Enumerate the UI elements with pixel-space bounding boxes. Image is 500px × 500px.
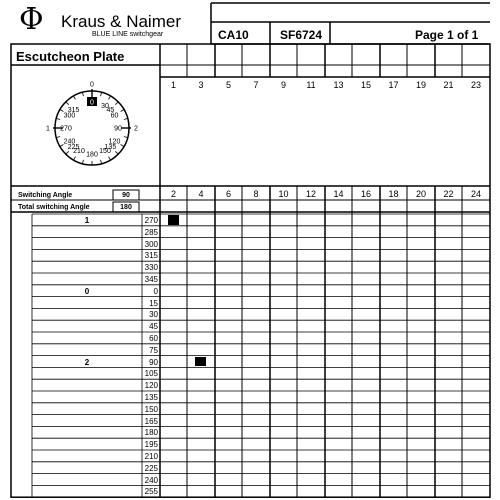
angle-label: 180: [144, 428, 158, 438]
angle-label: 330: [144, 263, 158, 273]
dial-scale-label: 60: [110, 112, 119, 120]
dial-scale-label: 90: [114, 125, 122, 133]
angle-label: 345: [144, 275, 158, 284]
angle-label: 30: [149, 310, 158, 320]
angle-label: 90: [149, 357, 158, 367]
dial-tick: [74, 96, 76, 99]
angle-label: 0: [153, 286, 158, 296]
page-indicator: Page 1 of 1: [415, 28, 479, 42]
angle-label: 255: [144, 487, 158, 497]
brand-tagline: BLUE LINE switchgear: [92, 31, 164, 38]
terminal-number: 7: [253, 80, 259, 90]
terminal-number: 9: [280, 80, 286, 90]
terminal-number: 6: [225, 189, 231, 199]
terminal-number: 16: [360, 189, 371, 199]
switching-angle-value: 90: [122, 192, 130, 199]
terminal-number: 13: [333, 80, 344, 90]
brand-name: Kraus & Naimer: [61, 12, 181, 31]
angle-label: 240: [144, 475, 158, 485]
angle-label: 105: [144, 369, 158, 379]
position-label: 0: [84, 286, 90, 296]
dial-tick: [124, 118, 128, 119]
dial-position-label: 1: [46, 125, 50, 133]
dial-tick: [121, 145, 124, 147]
dial-scale-label: 300: [63, 112, 76, 120]
closed-contact-mark: [168, 215, 179, 225]
dial-scale-label: 0: [90, 99, 94, 107]
terminal-number: 14: [333, 189, 344, 199]
dial-tick: [60, 110, 63, 112]
dial-tick: [66, 102, 69, 105]
terminal-number: 21: [443, 80, 454, 90]
escutcheon-dial: [22, 72, 162, 182]
dial-scale-label: 120: [108, 138, 121, 146]
dial-scale-label: 315: [67, 107, 80, 115]
angle-label: 60: [149, 334, 158, 343]
dial-tick: [115, 151, 118, 154]
dial-scale-label: 180: [86, 151, 98, 159]
total-switching-angle-label: Total switching Angle: [18, 204, 90, 211]
terminal-number: 15: [360, 80, 371, 90]
dial-tick: [101, 92, 102, 96]
dial-tick: [74, 157, 76, 160]
angle-label: 120: [144, 381, 158, 391]
angle-label: 75: [149, 345, 158, 355]
closed-contact-mark: [195, 357, 206, 367]
dial-scale-label: 270: [60, 125, 72, 133]
program-number: SF6724: [280, 28, 323, 42]
dial-tick: [115, 102, 118, 105]
dial-scale-label: 240: [63, 138, 76, 146]
dial-tick: [66, 151, 69, 154]
terminal-number: 5: [225, 80, 231, 90]
terminal-number: 19: [415, 80, 426, 90]
terminal-number: 18: [388, 189, 399, 199]
angle-label: 285: [144, 227, 158, 237]
terminal-number: 23: [470, 80, 481, 90]
dial-scale-label: 225: [67, 143, 80, 151]
terminal-number: 11: [306, 80, 316, 90]
dial-tick: [121, 110, 124, 112]
position-label: 1: [84, 216, 90, 225]
dial-tick: [109, 157, 111, 160]
dial-position-label: 2: [134, 125, 138, 133]
angle-label: 135: [144, 393, 158, 402]
terminal-number: 2: [170, 189, 176, 199]
dial-scale-label: 210: [73, 148, 85, 156]
terminal-number: 17: [388, 80, 399, 90]
angle-label: 210: [144, 452, 158, 461]
angle-label: 315: [144, 251, 158, 261]
dial-tick: [124, 137, 128, 138]
dial-tick: [82, 160, 83, 164]
terminal-number: 8: [253, 189, 259, 199]
dial-tick: [56, 118, 60, 119]
dial-tick: [101, 160, 102, 164]
terminal-number: 22: [443, 189, 454, 199]
dial-tick: [56, 137, 60, 138]
logo-icon: Φ: [19, 2, 44, 37]
terminal-number: 4: [198, 189, 204, 199]
switching-angle-label: Switching Angle: [18, 192, 73, 199]
terminal-number: 10: [278, 189, 289, 199]
terminal-number: 12: [305, 189, 316, 199]
angle-label: 15: [149, 298, 158, 308]
angle-label: 195: [144, 440, 158, 450]
dial-position-label: 0: [90, 81, 94, 89]
terminal-number: 20: [415, 189, 426, 199]
angle-label: 45: [149, 322, 158, 332]
angle-label: 270: [144, 216, 158, 225]
angle-label: 300: [144, 239, 158, 249]
angle-label: 165: [144, 416, 158, 426]
dial-tick: [109, 96, 111, 99]
escutcheon-title: Escutcheon Plate: [16, 49, 125, 64]
terminal-number: 3: [198, 80, 204, 90]
angle-label: 150: [144, 404, 158, 414]
dial-scale-label: 135: [104, 143, 117, 151]
terminal-number: 1: [170, 80, 176, 90]
total-switching-angle-value: 180: [120, 204, 132, 211]
terminal-number: 24: [470, 189, 481, 199]
dial-tick: [82, 92, 83, 96]
position-label: 2: [84, 357, 90, 367]
switch-type: CA10: [218, 28, 249, 42]
dial-scale-label: 150: [99, 148, 111, 156]
angle-label: 225: [144, 463, 158, 473]
dial-scale-label: 45: [106, 107, 115, 115]
dial-scale-label: 30: [101, 102, 109, 110]
